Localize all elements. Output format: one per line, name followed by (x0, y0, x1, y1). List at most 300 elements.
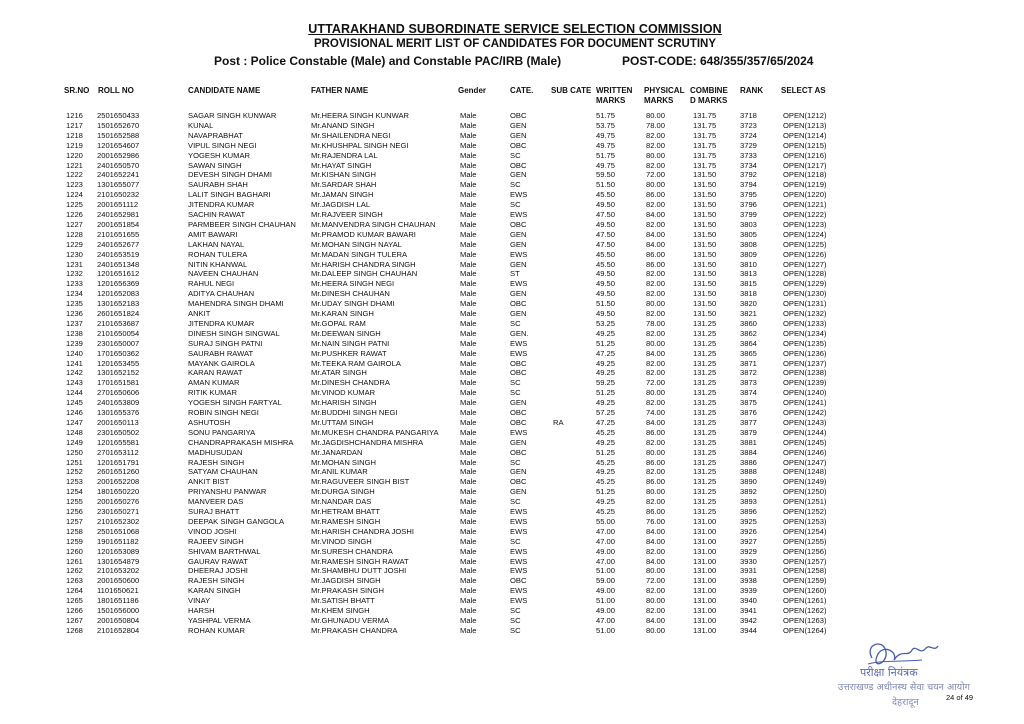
cell-rank: 3876 (740, 408, 757, 417)
cell-select-as: OPEN(1236) (783, 348, 827, 358)
cell-category: EWS (510, 507, 528, 516)
cell-category: GEN (510, 259, 527, 269)
cell-roll-no: 2401652241 (97, 170, 140, 180)
cell-written-marks: 49.00 (596, 546, 616, 556)
cell-written-marks: 51.00 (596, 596, 616, 606)
cell-physical-marks: 84.00 (646, 229, 666, 239)
cell-sr-no: 1239 (66, 338, 83, 348)
cell-roll-no: 2601651260 (97, 467, 140, 477)
cell-rank: 3803 (740, 219, 757, 229)
cell-category: OBC (510, 358, 527, 368)
cell-category: EWS (510, 348, 528, 358)
cell-father-name: Mr.ANIL KUMAR (311, 467, 368, 477)
cell-physical-marks: 82.00 (646, 358, 666, 368)
cell-father-name: Mr.MOHAN SINGH NAYAL (311, 239, 402, 249)
cell-physical-marks: 82.00 (646, 200, 666, 210)
cell-select-as: OPEN(1223) (783, 219, 827, 229)
cell-gender: Male (460, 417, 477, 427)
cell-physical-marks: 78.00 (646, 120, 666, 130)
cell-father-name: Mr.DURGA SINGH (311, 487, 375, 497)
cell-combined-marks: 131.25 (693, 477, 717, 487)
cell-roll-no: 1201651612 (97, 269, 140, 279)
page-number: 24 of 49 (946, 693, 974, 702)
cell-category: GEN (510, 487, 527, 497)
cell-father-name: Mr.RAJVEER SINGH (311, 210, 383, 219)
cell-select-as: OPEN(1264) (783, 625, 827, 635)
cell-roll-no: 1201653089 (97, 546, 140, 556)
cell-physical-marks: 84.00 (646, 348, 666, 358)
cell-candidate-name: JITENDRA KUMAR (188, 318, 255, 328)
cell-written-marks: 49.25 (596, 467, 616, 477)
cell-written-marks: 57.25 (596, 408, 616, 417)
cell-roll-no: 2001652208 (97, 477, 140, 487)
cell-gender: Male (460, 467, 477, 477)
cell-category: EWS (510, 556, 528, 566)
cell-select-as: OPEN(1219) (783, 180, 827, 190)
cell-father-name: Mr.RAMESH SINGH RAWAT (311, 556, 409, 566)
cell-written-marks: 47.00 (596, 556, 616, 566)
cell-sr-no: 1258 (66, 526, 83, 536)
cell-candidate-name: SACHIN RAWAT (188, 210, 246, 219)
col-written-marks-1: WRITTEN (596, 86, 633, 95)
cell-father-name: Mr.JANARDAN (311, 447, 363, 457)
cell-select-as: OPEN(1221) (783, 200, 827, 210)
cell-select-as: OPEN(1248) (783, 467, 827, 477)
cell-category: GEN (510, 130, 527, 140)
cell-gender: Male (460, 338, 477, 348)
cell-roll-no: 2001650113 (97, 417, 139, 427)
table-row (0, 616, 1024, 625)
cell-select-as: OPEN(1242) (783, 408, 827, 417)
col-father-name: FATHER NAME (311, 86, 369, 95)
cell-combined-marks: 131.25 (693, 447, 717, 457)
cell-physical-marks: 86.00 (646, 457, 666, 467)
cell-physical-marks: 82.00 (646, 606, 666, 615)
cell-select-as: OPEN(1241) (783, 398, 827, 408)
cell-combined-marks: 131.75 (693, 150, 717, 160)
cell-category: SC (510, 180, 521, 190)
cell-category: GEN (510, 467, 527, 477)
cell-combined-marks: 131.25 (693, 378, 717, 388)
cell-combined-marks: 131.75 (693, 111, 717, 120)
cell-written-marks: 55.00 (596, 516, 616, 526)
cell-gender: Male (460, 190, 477, 200)
cell-gender: Male (460, 398, 477, 408)
cell-gender: Male (460, 487, 477, 497)
cell-gender: Male (460, 120, 477, 130)
cell-roll-no: 2401653809 (97, 398, 140, 408)
cell-physical-marks: 82.00 (646, 497, 666, 507)
cell-combined-marks: 131.50 (693, 259, 717, 269)
cell-gender: Male (460, 615, 477, 625)
cell-combined-marks: 131.50 (693, 219, 717, 229)
cell-written-marks: 49.25 (596, 328, 616, 338)
cell-roll-no: 2001652986 (97, 150, 140, 160)
cell-rank: 3938 (740, 576, 757, 586)
cell-written-marks: 53.25 (596, 318, 616, 328)
cell-candidate-name: HARSH (188, 606, 215, 615)
cell-sr-no: 1261 (66, 556, 83, 566)
col-combined-marks-1: COMBINE (690, 86, 728, 95)
cell-sr-no: 1260 (66, 546, 83, 556)
cell-physical-marks: 82.00 (646, 437, 666, 447)
table-row (0, 180, 1024, 189)
cell-father-name: Mr.UTTAM SINGH (311, 417, 374, 427)
cell-select-as: OPEN(1227) (783, 259, 827, 269)
table-row (0, 121, 1024, 130)
cell-category: OBC (510, 299, 527, 309)
cell-gender: Male (460, 111, 477, 120)
cell-father-name: Mr.ATAR SINGH (311, 368, 367, 378)
cell-rank: 3881 (740, 437, 757, 447)
cell-sub-category: RA (553, 417, 564, 427)
cell-written-marks: 47.25 (596, 348, 616, 358)
cell-combined-marks: 131.00 (693, 546, 717, 556)
cell-category: EWS (510, 249, 528, 259)
cell-category: SC (510, 388, 521, 398)
cell-roll-no: 1201651791 (97, 457, 140, 467)
cell-category: OBC (510, 576, 527, 586)
cell-rank: 3860 (740, 318, 757, 328)
cell-rank: 3864 (740, 338, 757, 348)
cell-physical-marks: 82.00 (646, 309, 666, 318)
cell-written-marks: 49.25 (596, 497, 616, 507)
commission-title: UTTARAKHAND SUBORDINATE SERVICE SELECTION COMMISSION (308, 22, 722, 36)
cell-roll-no: 2101650232 (97, 190, 140, 200)
cell-rank: 3734 (740, 160, 757, 170)
cell-father-name: Mr.PRAMOD KUMAR BAWARI (311, 229, 416, 239)
cell-candidate-name: SHIVAM BARTHWAL (188, 546, 261, 556)
table-row (0, 339, 1024, 348)
cell-select-as: OPEN(1229) (783, 279, 827, 289)
cell-gender: Male (460, 348, 477, 358)
cell-physical-marks: 80.00 (646, 566, 666, 576)
cell-combined-marks: 131.50 (693, 229, 717, 239)
cell-candidate-name: PRIYANSHU PANWAR (188, 487, 267, 497)
cell-candidate-name: NAVEEN CHAUHAN (188, 269, 259, 279)
cell-candidate-name: VINOD JOSHI (188, 526, 237, 536)
cell-gender: Male (460, 437, 477, 447)
cell-physical-marks: 80.00 (646, 150, 666, 160)
cell-sr-no: 1250 (66, 447, 83, 457)
cell-category: EWS (510, 586, 528, 596)
cell-category: SC (510, 497, 521, 507)
cell-rank: 3884 (740, 447, 757, 457)
cell-sr-no: 1220 (66, 150, 83, 160)
cell-candidate-name: LAKHAN NAYAL (188, 239, 245, 249)
cell-roll-no: 1301655077 (97, 180, 140, 190)
cell-written-marks: 49.75 (596, 140, 616, 150)
cell-gender: Male (460, 259, 477, 269)
cell-written-marks: 49.50 (596, 200, 616, 210)
table-row (0, 289, 1024, 298)
cell-sr-no: 1236 (66, 309, 83, 318)
cell-roll-no: 1801651186 (97, 596, 139, 606)
cell-sr-no: 1231 (66, 259, 83, 269)
cell-combined-marks: 131.50 (693, 299, 717, 309)
cell-roll-no: 1201655581 (97, 437, 140, 447)
cell-select-as: OPEN(1231) (783, 299, 827, 309)
col-select-as: SELECT AS (781, 86, 826, 95)
cell-candidate-name: NAVAPRABHAT (188, 130, 243, 140)
cell-candidate-name: DHEERAJ JOSHI (188, 566, 248, 576)
cell-rank: 3877 (740, 417, 757, 427)
cell-combined-marks: 131.00 (693, 566, 717, 576)
cell-father-name: Mr.HEERA SINGH KUNWAR (311, 111, 410, 120)
cell-written-marks: 45.50 (596, 190, 616, 200)
table-row (0, 151, 1024, 160)
cell-sr-no: 1257 (66, 516, 83, 526)
cell-category: SC (510, 615, 521, 625)
cell-candidate-name: MANVEER DAS (188, 497, 244, 507)
cell-roll-no: 2701650606 (97, 388, 140, 398)
cell-roll-no: 2001650804 (97, 615, 140, 625)
cell-combined-marks: 131.25 (693, 328, 717, 338)
cell-combined-marks: 131.00 (693, 556, 717, 566)
cell-rank: 3718 (740, 111, 757, 120)
cell-physical-marks: 74.00 (646, 408, 666, 417)
cell-select-as: OPEN(1256) (783, 546, 827, 556)
cell-written-marks: 49.50 (596, 289, 616, 299)
cell-rank: 3795 (740, 190, 757, 200)
table-row (0, 279, 1024, 288)
table-row (0, 240, 1024, 249)
cell-candidate-name: KUNAL (188, 120, 214, 130)
cell-written-marks: 45.25 (596, 507, 616, 516)
cell-category: GEN (510, 309, 527, 318)
cell-roll-no: 1201656369 (97, 279, 140, 289)
cell-physical-marks: 80.00 (646, 111, 666, 120)
cell-candidate-name: SAURABH SHAH (188, 180, 248, 190)
cell-roll-no: 1501652670 (97, 120, 140, 130)
cell-candidate-name: ROHAN KUMAR (188, 625, 245, 635)
cell-written-marks: 47.00 (596, 526, 616, 536)
cell-candidate-name: SAWAN SINGH (188, 160, 242, 170)
cell-candidate-name: ASHUTOSH (188, 417, 231, 427)
cell-select-as: OPEN(1251) (783, 497, 827, 507)
cell-combined-marks: 131.00 (693, 516, 717, 526)
cell-roll-no: 2501651068 (97, 526, 140, 536)
cell-candidate-name: VINAY (188, 596, 211, 606)
cell-rank: 3925 (740, 516, 757, 526)
cell-roll-no: 2101652302 (97, 516, 140, 526)
cell-physical-marks: 84.00 (646, 536, 666, 546)
table-row (0, 220, 1024, 229)
cell-physical-marks: 84.00 (646, 526, 666, 536)
cell-gender: Male (460, 507, 477, 516)
cell-combined-marks: 131.00 (693, 536, 717, 546)
cell-father-name: Mr.HARISH SINGH (311, 398, 377, 408)
cell-sr-no: 1245 (66, 398, 83, 408)
cell-rank: 3723 (740, 120, 757, 130)
table-row (0, 408, 1024, 417)
cell-gender: Male (460, 309, 477, 318)
cell-father-name: Mr.ANAND SINGH (311, 120, 375, 130)
cell-combined-marks: 131.00 (693, 586, 717, 596)
cell-rank: 3809 (740, 249, 757, 259)
cell-father-name: Mr.MADAN SINGH TULERA (311, 249, 408, 259)
cell-combined-marks: 131.25 (693, 467, 717, 477)
cell-candidate-name: DINESH SINGH SINGWAL (188, 328, 280, 338)
cell-physical-marks: 84.00 (646, 239, 666, 249)
cell-select-as: OPEN(1225) (783, 239, 827, 249)
cell-roll-no: 1101650621 (97, 586, 139, 596)
cell-combined-marks: 131.25 (693, 338, 717, 348)
cell-sr-no: 1227 (66, 219, 83, 229)
cell-combined-marks: 131.50 (693, 279, 717, 289)
cell-written-marks: 49.25 (596, 437, 616, 447)
table-row (0, 170, 1024, 179)
cell-roll-no: 2101651655 (97, 229, 140, 239)
cell-written-marks: 49.50 (596, 219, 616, 229)
cell-combined-marks: 131.25 (693, 457, 717, 467)
cell-select-as: OPEN(1240) (783, 388, 827, 398)
cell-father-name: Mr.RAGUVEER SINGH BIST (311, 477, 410, 487)
cell-gender: Male (460, 566, 477, 576)
cell-father-name: Mr.NAIN SINGH PATNI (311, 338, 390, 348)
cell-father-name: Mr.RAJENDRA LAL (311, 150, 378, 160)
cell-category: OBC (510, 111, 527, 120)
cell-combined-marks: 131.25 (693, 398, 717, 408)
table-row (0, 497, 1024, 506)
cell-rank: 3926 (740, 526, 757, 536)
cell-combined-marks: 131.25 (693, 358, 717, 368)
cell-rank: 3944 (740, 625, 757, 635)
cell-gender: Male (460, 556, 477, 566)
cell-father-name: Mr.HETRAM BHATT (311, 507, 381, 516)
cell-sr-no: 1219 (66, 140, 83, 150)
cell-candidate-name: AMIT BAWARI (188, 229, 238, 239)
cell-gender: Male (460, 249, 477, 259)
cell-select-as: OPEN(1252) (783, 507, 827, 516)
cell-sr-no: 1240 (66, 348, 83, 358)
cell-candidate-name: KARAN RAWAT (188, 368, 243, 378)
cell-select-as: OPEN(1246) (783, 447, 827, 457)
cell-candidate-name: VIPUL SINGH NEGI (188, 140, 257, 150)
cell-father-name: Mr.VINOD KUMAR (311, 388, 376, 398)
cell-father-name: Mr.DINESH CHAUHAN (311, 289, 390, 299)
cell-written-marks: 51.25 (596, 487, 616, 497)
cell-category: SC (510, 150, 521, 160)
cell-combined-marks: 131.50 (693, 289, 717, 299)
cell-gender: Male (460, 239, 477, 249)
cell-written-marks: 53.75 (596, 120, 616, 130)
cell-sr-no: 1266 (66, 606, 83, 615)
cell-rank: 3886 (740, 457, 757, 467)
cell-category: GEN (510, 398, 527, 408)
cell-sr-no: 1222 (66, 170, 83, 180)
cell-combined-marks: 131.25 (693, 487, 717, 497)
cell-combined-marks: 131.50 (693, 269, 717, 279)
cell-father-name: Mr.HARISH CHANDRA SINGH (311, 259, 416, 269)
cell-category: EWS (510, 566, 528, 576)
cell-roll-no: 2401653519 (97, 249, 140, 259)
cell-rank: 3792 (740, 170, 757, 180)
cell-physical-marks: 80.00 (646, 487, 666, 497)
cell-category: EWS (510, 279, 528, 289)
cell-father-name: Mr.DINESH CHANDRA (311, 378, 390, 388)
table-row (0, 161, 1024, 170)
cell-combined-marks: 131.25 (693, 408, 717, 417)
cell-rank: 3818 (740, 289, 757, 299)
cell-candidate-name: DEVESH SINGH DHAMI (188, 170, 272, 180)
cell-written-marks: 51.00 (596, 625, 616, 635)
cell-physical-marks: 72.00 (646, 170, 666, 180)
cell-combined-marks: 131.25 (693, 507, 717, 516)
cell-combined-marks: 131.50 (693, 249, 717, 259)
cell-rank: 3929 (740, 546, 757, 556)
post-name: Post : Police Constable (Male) and Constable PAC/IRB (Male) (214, 54, 562, 68)
cell-written-marks: 47.00 (596, 536, 616, 546)
cell-father-name: Mr.SHAILENDRA NEGI (311, 130, 391, 140)
cell-roll-no: 2601651824 (97, 309, 140, 318)
cell-combined-marks: 131.50 (693, 200, 717, 210)
cell-rank: 3799 (740, 210, 757, 219)
table-row (0, 359, 1024, 368)
cell-father-name: Mr.UDAY SINGH DHAMI (311, 299, 395, 309)
cell-candidate-name: AMAN KUMAR (188, 378, 240, 388)
cell-select-as: OPEN(1261) (783, 596, 827, 606)
cell-written-marks: 47.50 (596, 239, 616, 249)
cell-candidate-name: YASHPAL VERMA (188, 615, 251, 625)
cell-combined-marks: 131.25 (693, 348, 717, 358)
cell-physical-marks: 80.00 (646, 338, 666, 348)
cell-roll-no: 1201653455 (97, 358, 140, 368)
cell-rank: 3865 (740, 348, 757, 358)
cell-sr-no: 1224 (66, 190, 83, 200)
cell-roll-no: 2001650600 (97, 576, 140, 586)
cell-rank: 3892 (740, 487, 757, 497)
cell-written-marks: 47.50 (596, 229, 616, 239)
cell-father-name: Mr.KHEM SINGH (311, 606, 370, 615)
cell-sr-no: 1251 (66, 457, 83, 467)
cell-physical-marks: 80.00 (646, 388, 666, 398)
cell-select-as: OPEN(1263) (783, 615, 827, 625)
cell-candidate-name: ROHAN TULERA (188, 249, 248, 259)
cell-category: SC (510, 536, 521, 546)
table-row (0, 190, 1024, 199)
cell-written-marks: 45.25 (596, 477, 616, 487)
cell-category: OBC (510, 219, 527, 229)
table-row (0, 299, 1024, 308)
cell-select-as: OPEN(1244) (783, 427, 827, 437)
table-row (0, 260, 1024, 269)
cell-rank: 3733 (740, 150, 757, 160)
cell-sr-no: 1256 (66, 507, 83, 516)
col-candidate-name: CANDIDATE NAME (188, 86, 261, 95)
cell-sr-no: 1242 (66, 368, 83, 378)
cell-combined-marks: 131.00 (693, 596, 717, 606)
col-rank: RANK (740, 86, 764, 95)
cell-select-as: OPEN(1216) (783, 150, 827, 160)
cell-select-as: OPEN(1226) (783, 249, 827, 259)
cell-sr-no: 1228 (66, 229, 83, 239)
cell-father-name: Mr.PRAKASH SINGH (311, 586, 384, 596)
cell-select-as: OPEN(1218) (783, 170, 827, 180)
table-row (0, 537, 1024, 546)
cell-written-marks: 45.25 (596, 457, 616, 467)
cell-select-as: OPEN(1247) (783, 457, 827, 467)
cell-father-name: Mr.KARAN SINGH (311, 309, 374, 318)
cell-candidate-name: MAYANK GAIROLA (188, 358, 255, 368)
cell-written-marks: 51.25 (596, 338, 616, 348)
table-row (0, 557, 1024, 566)
cell-written-marks: 45.50 (596, 259, 616, 269)
cell-physical-marks: 72.00 (646, 378, 666, 388)
cell-physical-marks: 80.00 (646, 299, 666, 309)
cell-select-as: OPEN(1258) (783, 566, 827, 576)
cell-select-as: OPEN(1257) (783, 556, 827, 566)
